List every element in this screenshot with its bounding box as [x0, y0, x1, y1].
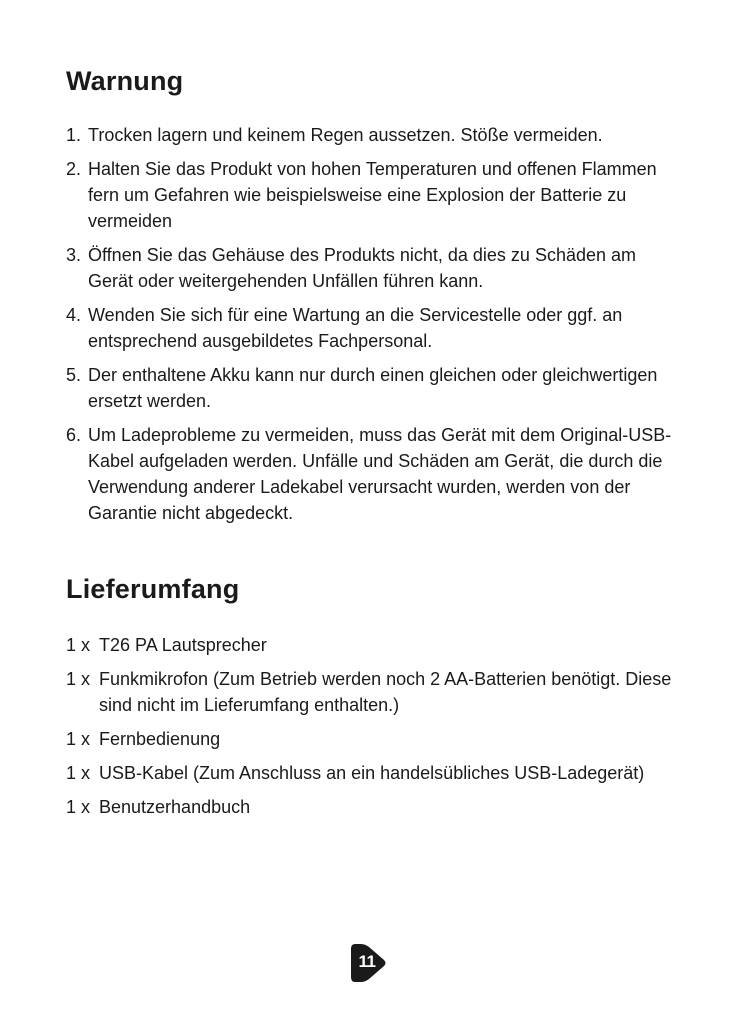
scope-title: Lieferumfang [66, 574, 240, 604]
scope-list [66, 632, 706, 828]
warning-item [66, 362, 686, 414]
scope-text: Benutzerhandbuch [99, 797, 251, 817]
scope-item [66, 632, 706, 658]
scope-item [66, 760, 706, 786]
warning-number: 4. [66, 305, 82, 325]
warning-number: 3. [66, 245, 82, 265]
page-number-badge [351, 943, 387, 983]
scope-text: Funkmikrofon (Zum Betrieb werden noch 2 AA-Batterien benötigt. Diese sind nicht im Lieferumfang enthalten.) [99, 669, 672, 715]
scope-quantity: 1 x [66, 797, 91, 817]
scope-quantity: 1 x [66, 763, 91, 783]
warning-text: Öffnen Sie das Gehäuse des Produkts nicht, da dies zu Schäden am Gerät oder weitergehenden Unfällen führen kann. [88, 245, 637, 291]
warning-item [66, 122, 686, 148]
warning-item [66, 242, 686, 294]
warning-item [66, 156, 686, 234]
warnings-title: Warnung [66, 66, 184, 96]
warning-text: Wenden Sie sich für eine Wartung an die Servicestelle oder ggf. an entsprechend ausgebildetes Fachpersonal. [88, 305, 623, 351]
scope-text: USB-Kabel (Zum Anschluss an ein handelsübliches USB-Ladegerät) [99, 763, 645, 783]
warning-text: Der enthaltene Akku kann nur durch einen gleichen oder gleichwertigen ersetzt werden. [88, 365, 658, 411]
warning-item [66, 422, 686, 526]
warning-number: 2. [66, 159, 82, 179]
warning-text: Halten Sie das Produkt von hohen Temperaturen und offenen Flammen fern um Gefahren wie beispielsweise eine Explosion der Batterie zu vermeiden [88, 159, 657, 231]
scope-quantity: 1 x [66, 669, 91, 689]
scope-item [66, 794, 706, 820]
warning-item [66, 302, 686, 354]
scope-quantity: 1 x [66, 635, 91, 655]
warning-text: Trocken lagern und keinem Regen aussetzen. Stöße vermeiden. [88, 125, 603, 145]
scope-item [66, 666, 706, 718]
warning-number: 6. [66, 425, 82, 445]
warnings-list [66, 122, 686, 534]
scope-quantity: 1 x [66, 729, 91, 749]
scope-text: T26 PA Lautsprecher [99, 635, 267, 655]
warning-number: 5. [66, 365, 82, 385]
page-number: 11 [358, 952, 376, 971]
warning-text: Um Ladeprobleme zu vermeiden, muss das Gerät mit dem Original-USB-Kabel aufgeladen werden. Unfälle und Schäden am Gerät, die durch die Verwendung anderer Ladekabel verursacht wurden, werden von der Garantie nicht abgedeckt. [88, 425, 672, 523]
warning-number: 1. [66, 125, 82, 145]
scope-text: Fernbedienung [99, 729, 221, 749]
scope-item [66, 726, 706, 752]
